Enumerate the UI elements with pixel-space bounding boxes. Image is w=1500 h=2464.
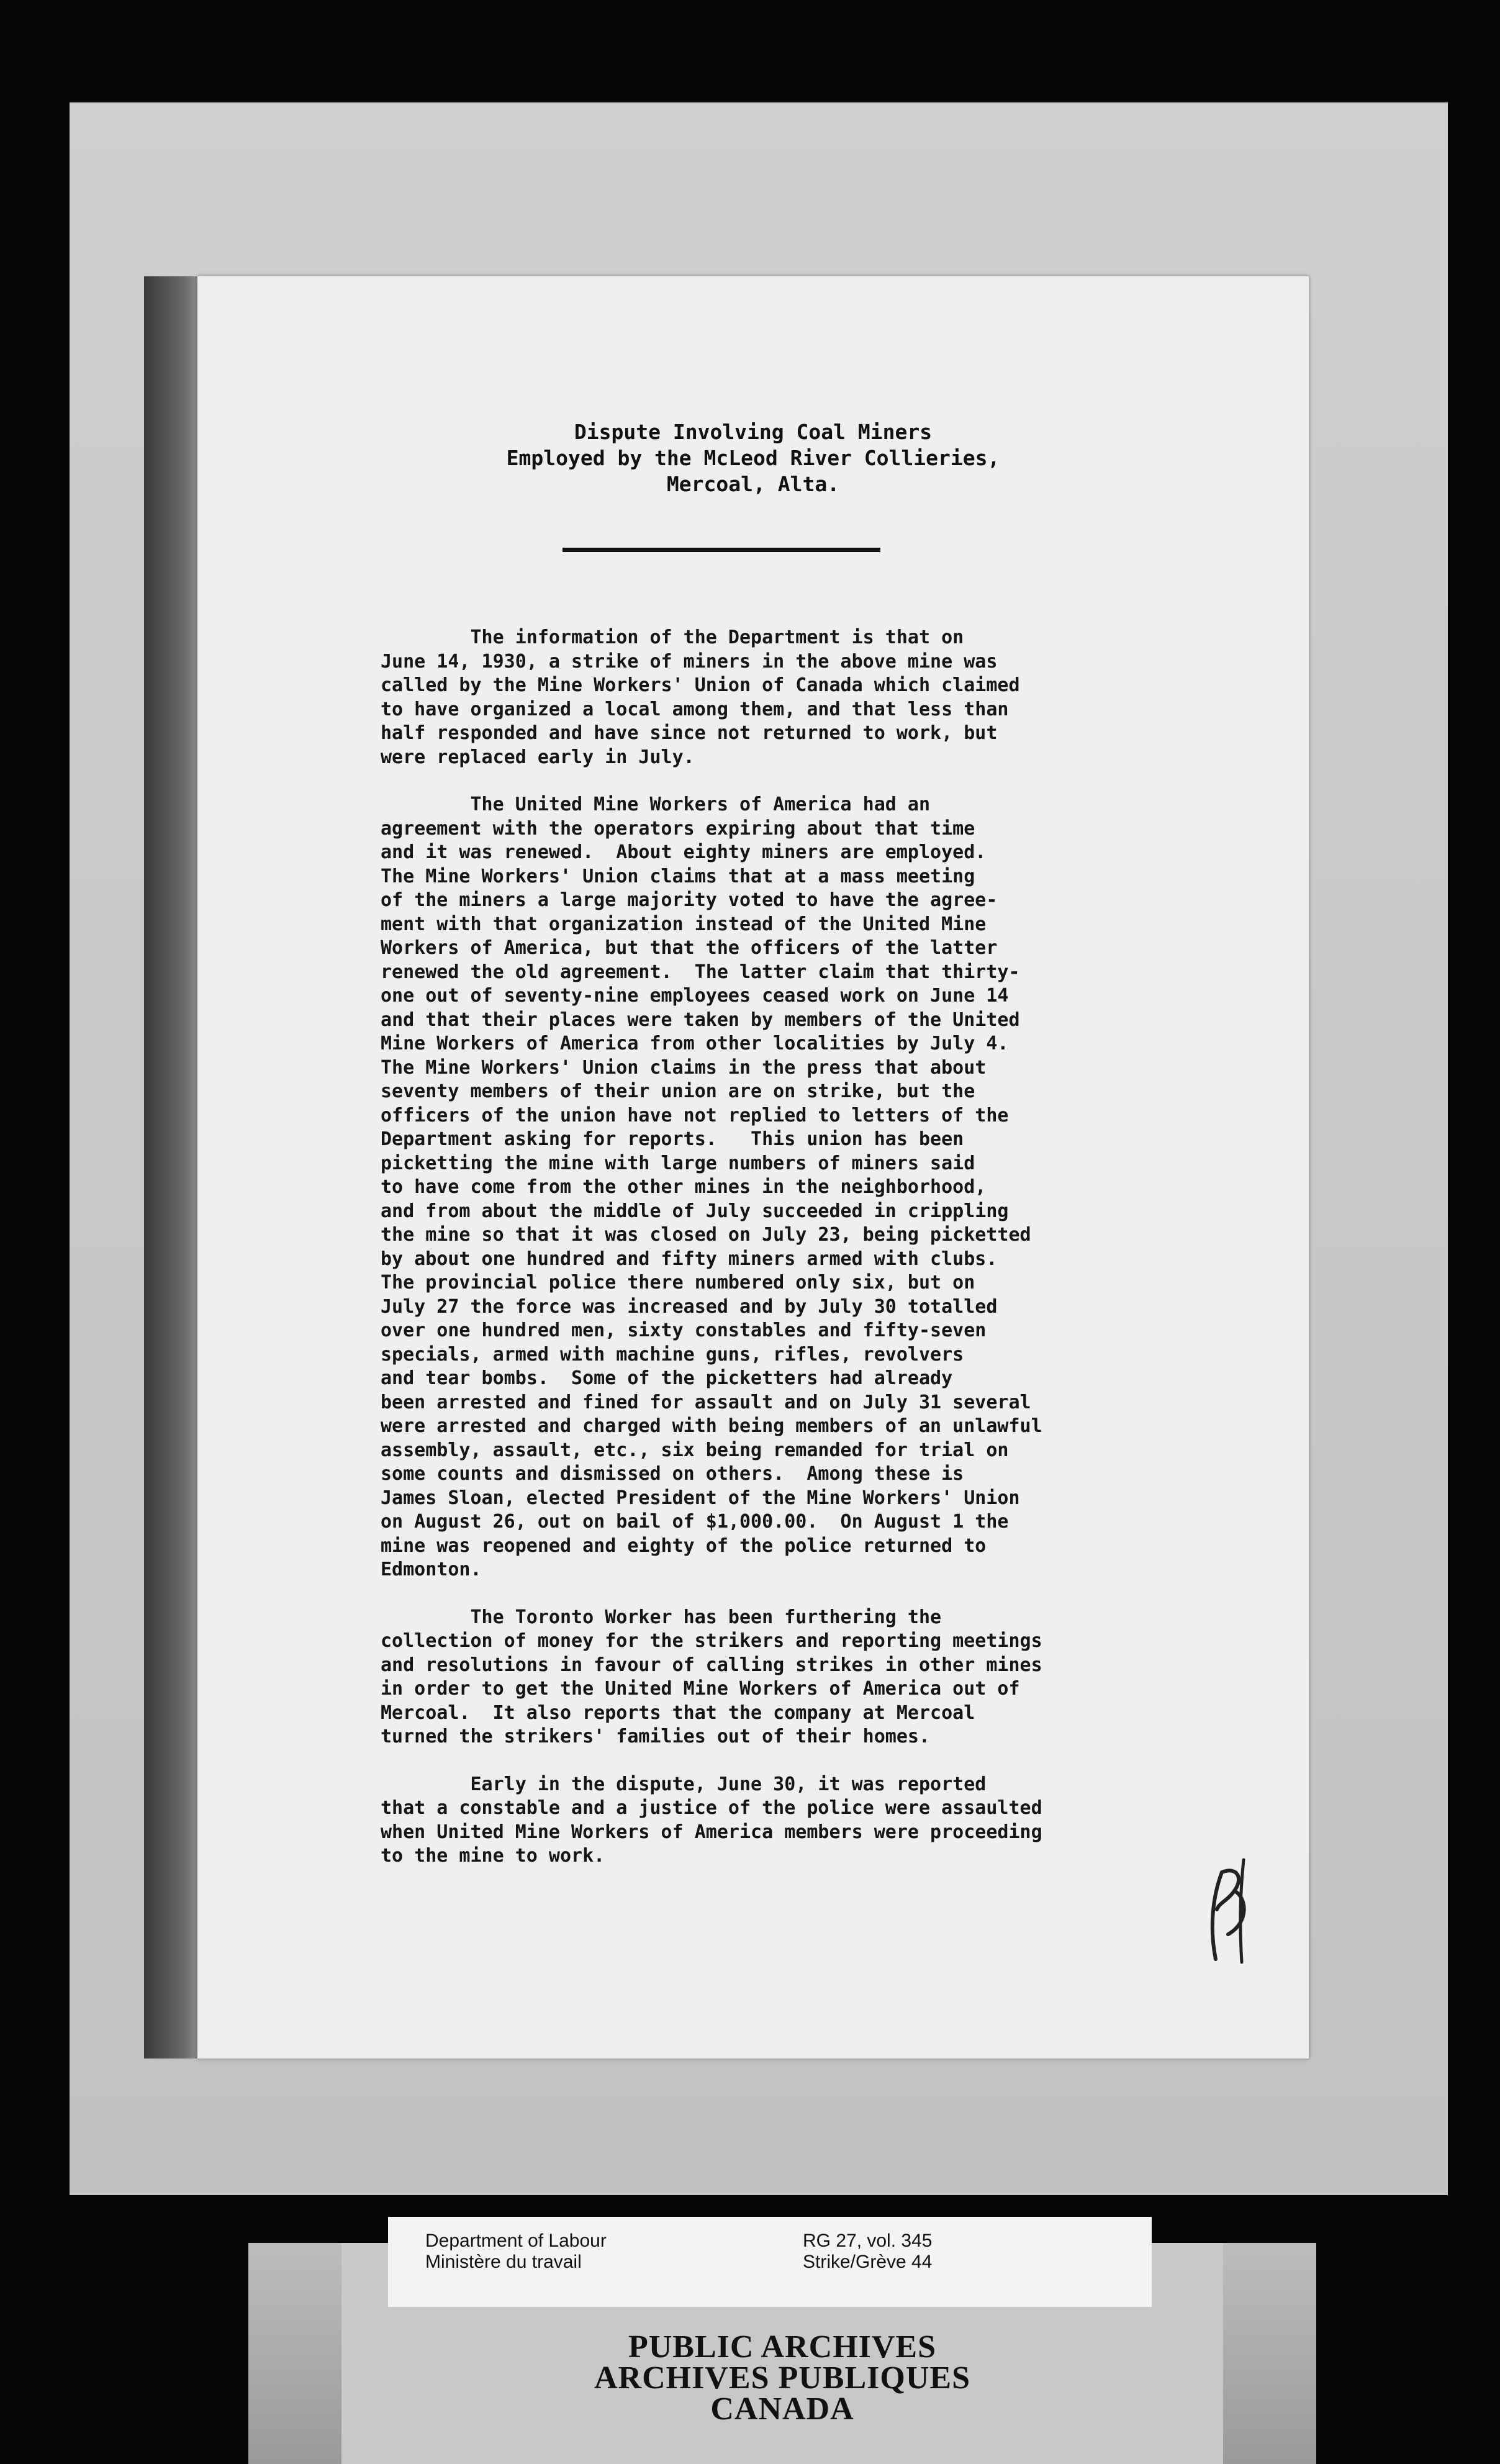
body-line: turned the strikers' families out of their homes. bbox=[381, 1726, 931, 1747]
body-line: and from about the middle of July succeeded in crippling bbox=[381, 1200, 1009, 1222]
body-line: to the mine to work. bbox=[381, 1845, 605, 1867]
body-line: Mine Workers of America from other localities by July 4. bbox=[381, 1033, 1009, 1054]
body-line: called by the Mine Workers' Union of Canada which claimed bbox=[381, 674, 1020, 696]
body-line: The information of the Department is that on bbox=[381, 627, 964, 648]
body-line: Department asking for reports. This union has been bbox=[381, 1128, 964, 1150]
stamp-line: ARCHIVES PUBLIQUES bbox=[594, 2360, 971, 2396]
body-line: one out of seventy-nine employees ceased work on June 14 bbox=[381, 985, 1009, 1007]
body-line: June 14, 1930, a strike of miners in the above mine was bbox=[381, 650, 998, 673]
document-body bbox=[381, 626, 1287, 1892]
department-label bbox=[425, 2231, 607, 2273]
body-line: the mine so that it was closed on July 23, being picketted bbox=[381, 1224, 1031, 1246]
body-line: picketting the mine with large numbers of miners said bbox=[381, 1152, 975, 1174]
document-page bbox=[197, 276, 1309, 2059]
body-line: assembly, assault, etc., six being remanded for trial on bbox=[381, 1439, 1009, 1461]
body-paragraph bbox=[381, 793, 1287, 1582]
body-line: over one hundred men, sixty constables and fifty-seven bbox=[381, 1320, 987, 1341]
body-line: specials, armed with machine guns, rifles, revolvers bbox=[381, 1343, 964, 1366]
body-line: of the miners a large majority voted to have the agree- bbox=[381, 889, 998, 911]
body-line: were arrested and charged with being members of an unlawful bbox=[381, 1415, 1042, 1437]
body-line: and that their places were taken by members of the United bbox=[381, 1008, 1020, 1031]
title-line: Employed by the McLeod River Collieries, bbox=[506, 446, 1000, 470]
body-line: agreement with the operators expiring about that time bbox=[381, 817, 975, 840]
body-line: The provincial police there numbered only six, but on bbox=[381, 1272, 975, 1293]
body-line: mine was reopened and eighty of the police returned to bbox=[381, 1534, 987, 1557]
body-line: The Mine Workers' Union claims in the press that about bbox=[381, 1056, 987, 1079]
department-line: Ministère du travail bbox=[425, 2252, 582, 2272]
body-line: seventy members of their union are on strike, but the bbox=[381, 1080, 975, 1102]
page-shadow bbox=[144, 276, 202, 2059]
body-line: ment with that organization instead of the United Mine bbox=[381, 913, 987, 935]
body-line: in order to get the United Mine Workers of America out of bbox=[381, 1678, 1020, 1700]
reference-label bbox=[803, 2231, 932, 2273]
handwritten-initials-mark bbox=[1191, 1854, 1265, 1965]
body-line: officers of the union have not replied to letters of the bbox=[381, 1104, 1009, 1126]
body-line: Edmonton. bbox=[381, 1559, 482, 1580]
body-line: when United Mine Workers of America members were proceeding bbox=[381, 1821, 1042, 1843]
reference-line: Strike/Grève 44 bbox=[803, 2252, 933, 2272]
body-line: and tear bombs. Some of the picketters had already bbox=[381, 1367, 953, 1389]
reference-line: RG 27, vol. 345 bbox=[803, 2231, 933, 2251]
body-line: The Toronto Worker has been furthering the bbox=[381, 1606, 942, 1628]
archive-label-card bbox=[388, 2217, 1152, 2307]
body-line: renewed the old agreement. The latter claim that thirty- bbox=[381, 961, 1020, 983]
document-title bbox=[197, 419, 1309, 497]
body-line: Workers of America, but that the officers of the latter bbox=[381, 937, 998, 959]
stamp-line: CANADA bbox=[710, 2391, 854, 2427]
body-line: to have organized a local among them, and that less than bbox=[381, 698, 1009, 720]
body-line: been arrested and fined for assault and on July 31 several bbox=[381, 1391, 1031, 1413]
body-line: to have come from the other mines in the neighborhood, bbox=[381, 1176, 987, 1198]
title-line: Dispute Involving Coal Miners bbox=[574, 420, 933, 444]
body-line: The Mine Workers' Union claims that at a mass meeting bbox=[381, 865, 975, 887]
body-line: by about one hundred and fifty miners armed with clubs. bbox=[381, 1248, 998, 1270]
body-line: Mercoal. It also reports that the company at Mercoal bbox=[381, 1701, 975, 1724]
body-line: James Sloan, elected President of the Mine Workers' Union bbox=[381, 1487, 1020, 1509]
body-line: and it was renewed. About eighty miners are employed. bbox=[381, 841, 987, 863]
body-paragraph bbox=[381, 1773, 1287, 1868]
body-line: were replaced early in July. bbox=[381, 746, 695, 768]
stamp-line: PUBLIC ARCHIVES bbox=[628, 2329, 937, 2365]
body-line: that a constable and a justice of the police were assaulted bbox=[381, 1797, 1042, 1819]
department-line: Department of Labour bbox=[425, 2231, 607, 2251]
body-line: on August 26, out on bail of $1,000.00. On August 1 the bbox=[381, 1511, 1009, 1533]
title-line: Mercoal, Alta. bbox=[666, 472, 840, 496]
body-line: Early in the dispute, June 30, it was reported bbox=[381, 1773, 987, 1795]
body-line: and resolutions in favour of calling strikes in other mines bbox=[381, 1654, 1042, 1676]
title-underline bbox=[562, 548, 880, 552]
body-line: The United Mine Workers of America had an bbox=[381, 794, 931, 815]
body-line: collection of money for the strikers and reporting meetings bbox=[381, 1630, 1042, 1652]
body-line: July 27 the force was increased and by July 30 totalled bbox=[381, 1295, 998, 1318]
body-line: some counts and dismissed on others. Among these is bbox=[381, 1463, 964, 1485]
archive-stamp bbox=[248, 2329, 1316, 2427]
body-paragraph bbox=[381, 1606, 1287, 1749]
body-paragraph bbox=[381, 626, 1287, 769]
body-line: half responded and have since not returned to work, but bbox=[381, 722, 998, 744]
